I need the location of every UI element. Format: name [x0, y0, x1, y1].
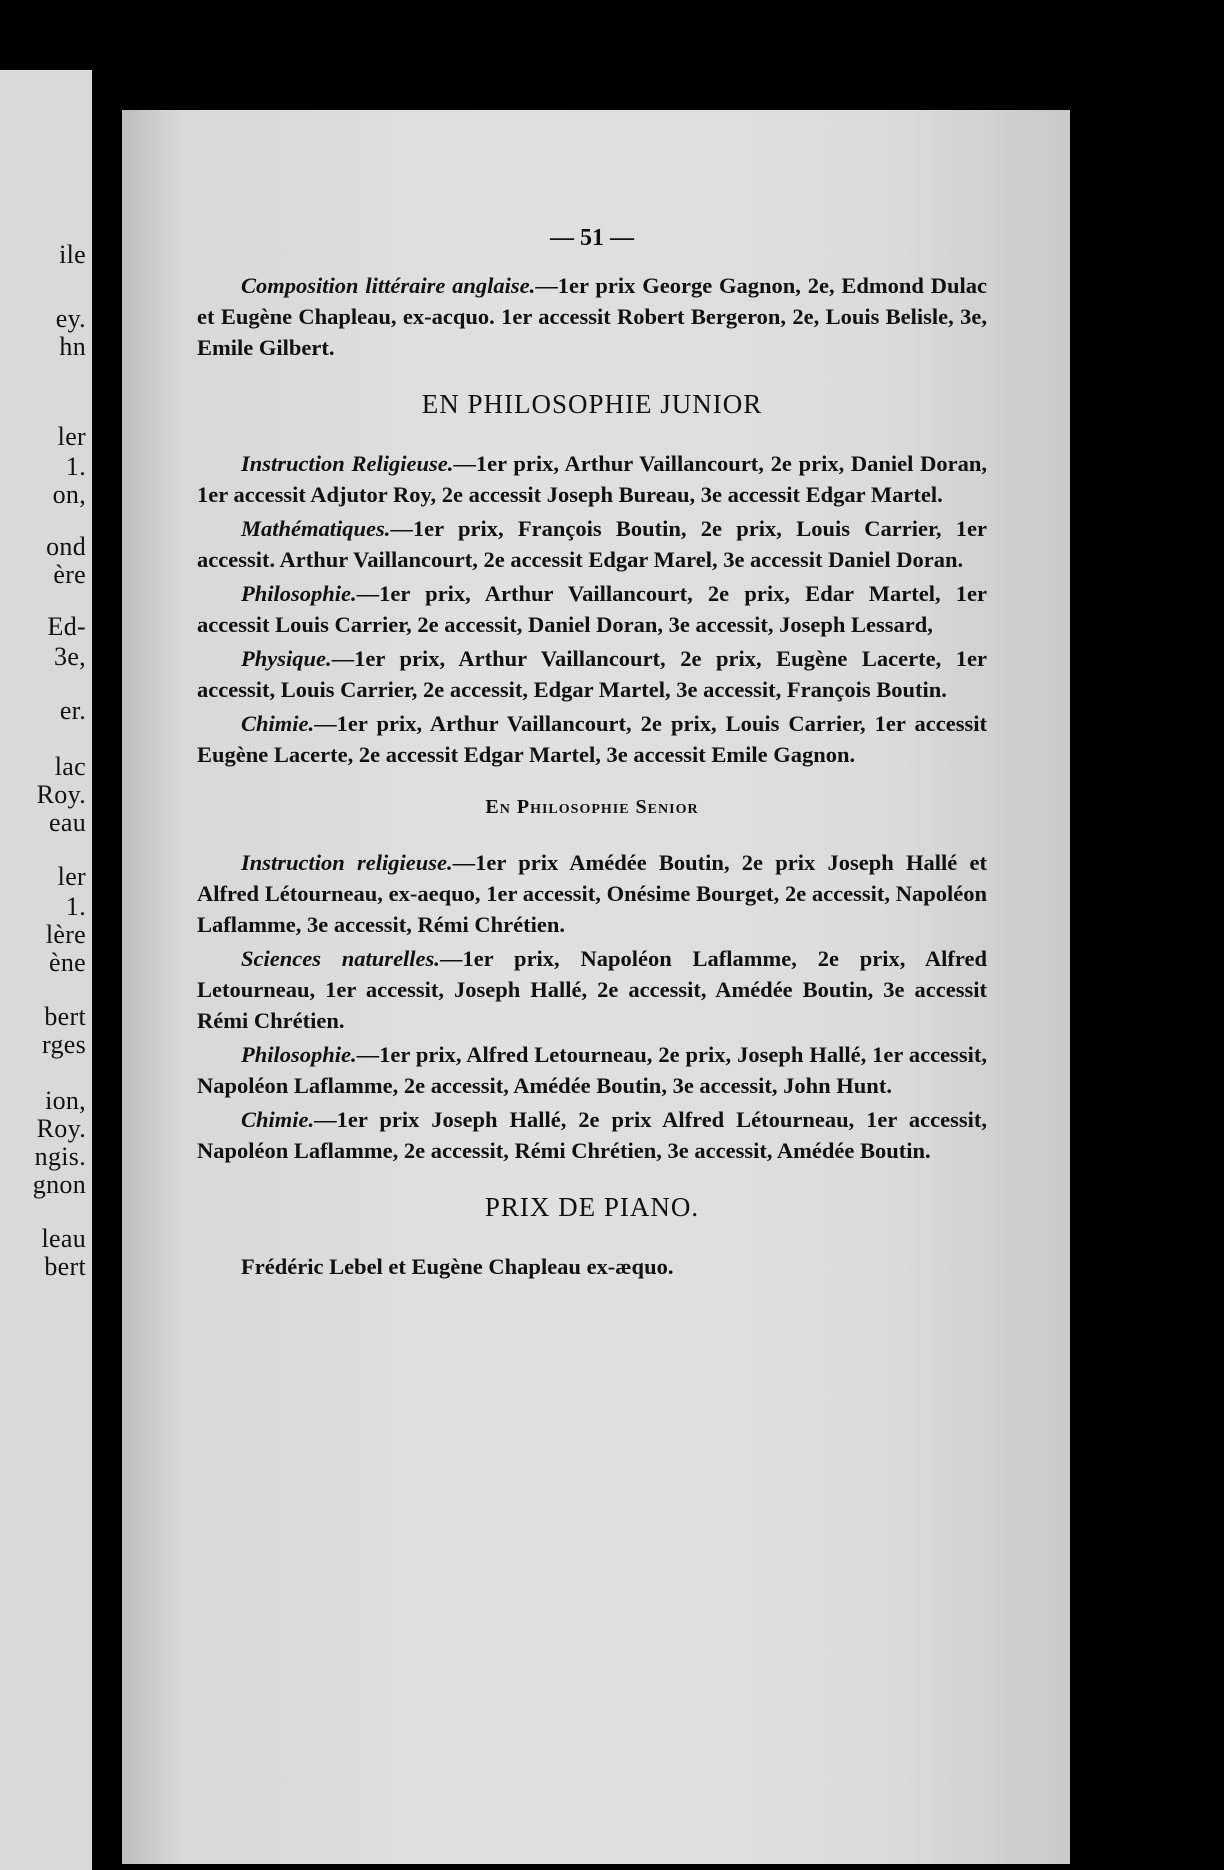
- left-page-line-fragment: bert: [44, 1002, 86, 1031]
- subject-label: Sciences naturelles.: [241, 946, 440, 971]
- paragraph-text: —1er prix, Arthur Vaillancourt, 2e prix, Louis Carrier, 1er accessit Eugène Lacerte, 2e accessit Edgar Martel, 3e accessit Emile Gagnon.: [197, 711, 987, 767]
- paragraph-physique: [197, 643, 987, 705]
- left-page-line-fragment: ler: [57, 862, 86, 891]
- subject-label: Chimie.: [241, 1107, 315, 1132]
- left-page-line-fragment: ion,: [45, 1086, 86, 1115]
- page-51: [122, 110, 1070, 1864]
- paragraph-piano: Frédéric Lebel et Eugène Chapleau ex-æquo.: [241, 1254, 674, 1279]
- subject-label: Philosophie.: [241, 1042, 357, 1067]
- left-page-line-fragment: lère: [45, 920, 86, 949]
- paragraph-text: —1er prix, Napoléon Laflamme, 2e prix, Alfred Letourneau, 1er accessit, Joseph Hallé, 2e accessit, Amédée Boutin, 3e accessit Rémi Chrétien.: [197, 946, 988, 1033]
- paragraph-text: —1er prix, Arthur Vaillancourt, 2e prix, Daniel Doran, 1er accessit Adjutor Roy, 2e accessit Joseph Bureau, 3e accessit Edgar Martel.: [197, 451, 987, 507]
- left-page-line-fragment: ngis.: [34, 1142, 86, 1171]
- left-page-fragment: [0, 70, 92, 1870]
- page-number: — 51 —: [550, 225, 634, 251]
- left-page-line-fragment: ond: [46, 532, 86, 561]
- section-heading-prix-de-piano: PRIX DE PIANO.: [484, 1192, 700, 1222]
- paragraph-chimie-senior: [197, 1104, 987, 1166]
- left-page-line-fragment: 1.: [65, 452, 86, 481]
- left-page-line-fragment: ler: [57, 422, 86, 451]
- section-heading-philosophie-senior: En Philosophie Senior: [485, 796, 699, 818]
- paragraph-chimie-junior: [197, 708, 987, 770]
- paragraph-text: —1er prix, François Boutin, 2e prix, Louis Carrier, 1er accessit. Arthur Vaillancourt, 2e accessit Edgar Marel, 3e accessit Daniel Doran.: [197, 516, 987, 572]
- paragraph-sciences-naturelles: [197, 943, 987, 1036]
- left-page-line-fragment: Roy.: [36, 780, 86, 809]
- paragraph-text: —1er prix, Arthur Vaillancourt, 2e prix, Eugène Lacerte, 1er accessit, Louis Carrier, 2e accessit, Edgar Martel, 3e accessit, François Boutin.: [197, 646, 987, 702]
- left-page-line-fragment: rges: [41, 1030, 86, 1059]
- paragraph-instruction-religieuse-junior: [197, 448, 987, 510]
- subject-label: Composition littéraire anglaise.: [241, 273, 536, 298]
- left-page-line-fragment: gnon: [32, 1170, 86, 1199]
- left-page-line-fragment: lac: [54, 752, 86, 781]
- paragraph-mathematiques: [197, 513, 987, 575]
- paragraph-text: —1er prix, Alfred Letourneau, 2e prix, Joseph Hallé, 1er accessit, Napoléon Laflamme, 2e accessit, Amédée Boutin, 3e accessit, John Hunt.: [197, 1042, 987, 1098]
- subject-label: Instruction religieuse.: [241, 850, 453, 875]
- left-page-line-fragment: on,: [52, 480, 86, 509]
- paragraph-philosophie-senior: [197, 1039, 987, 1101]
- left-page-line-fragment: 3e,: [54, 642, 86, 671]
- subject-label: Philosophie.: [241, 581, 357, 606]
- page-content: [197, 225, 987, 1282]
- paragraph-text: —1er prix George Gagnon, 2e, Edmond Dulac et Eugène Chapleau, ex-acquo. 1er accessit Robert Bergeron, 2e, Louis Belisle, 3e, Emile Gilbert.: [197, 273, 987, 360]
- section-heading-philosophie-junior: EN PHILOSOPHIE JUNIOR: [421, 389, 763, 419]
- left-page-line-fragment: bert: [44, 1252, 86, 1281]
- left-page-line-fragment: eau: [49, 808, 86, 837]
- paragraph-philosophie-junior: [197, 578, 987, 640]
- paragraph-composition-anglaise: [197, 270, 987, 363]
- left-page-line-fragment: Ed-: [47, 612, 86, 641]
- left-page-line-fragment: leau: [41, 1224, 86, 1253]
- left-page-line-fragment: ile: [59, 240, 86, 269]
- left-page-line-fragment: ène: [49, 948, 86, 977]
- left-page-line-fragment: Roy.: [36, 1114, 86, 1143]
- subject-label: Mathématiques.: [241, 516, 391, 541]
- subject-label: Instruction Religieuse.: [241, 451, 454, 476]
- subject-label: Physique.: [241, 646, 332, 671]
- left-page-line-fragment: ère: [53, 560, 86, 589]
- paragraph-text: —1er prix Amédée Boutin, 2e prix Joseph Hallé et Alfred Létourneau, ex-aequo, 1er accessit, Onésime Bourget, 2e accessit, Napoléon Laflamme, 3e accessit, Rémi Chrétien.: [197, 850, 987, 937]
- film-border-right: [1070, 0, 1224, 1864]
- paragraph-text: —1er prix Joseph Hallé, 2e prix Alfred Létourneau, 1er accessit, Napoléon Laflamme, 2e accessit, Rémi Chrétien, 3e accessit, Amédée Boutin.: [197, 1107, 987, 1163]
- left-page-line-fragment: hn: [59, 332, 86, 361]
- left-page-line-fragment: ey.: [55, 304, 86, 333]
- page-gutter: [92, 60, 122, 1870]
- paragraph-text: —1er prix, Arthur Vaillancourt, 2e prix, Edar Martel, 1er accessit Louis Carrier, 2e accessit, Daniel Doran, 3e accessit, Joseph Lessard,: [197, 581, 987, 637]
- left-page-line-fragment: 1.: [65, 892, 86, 921]
- paragraph-instruction-religieuse-senior: [197, 847, 987, 940]
- left-page-line-fragment: er.: [59, 696, 86, 725]
- subject-label: Chimie.: [241, 711, 315, 736]
